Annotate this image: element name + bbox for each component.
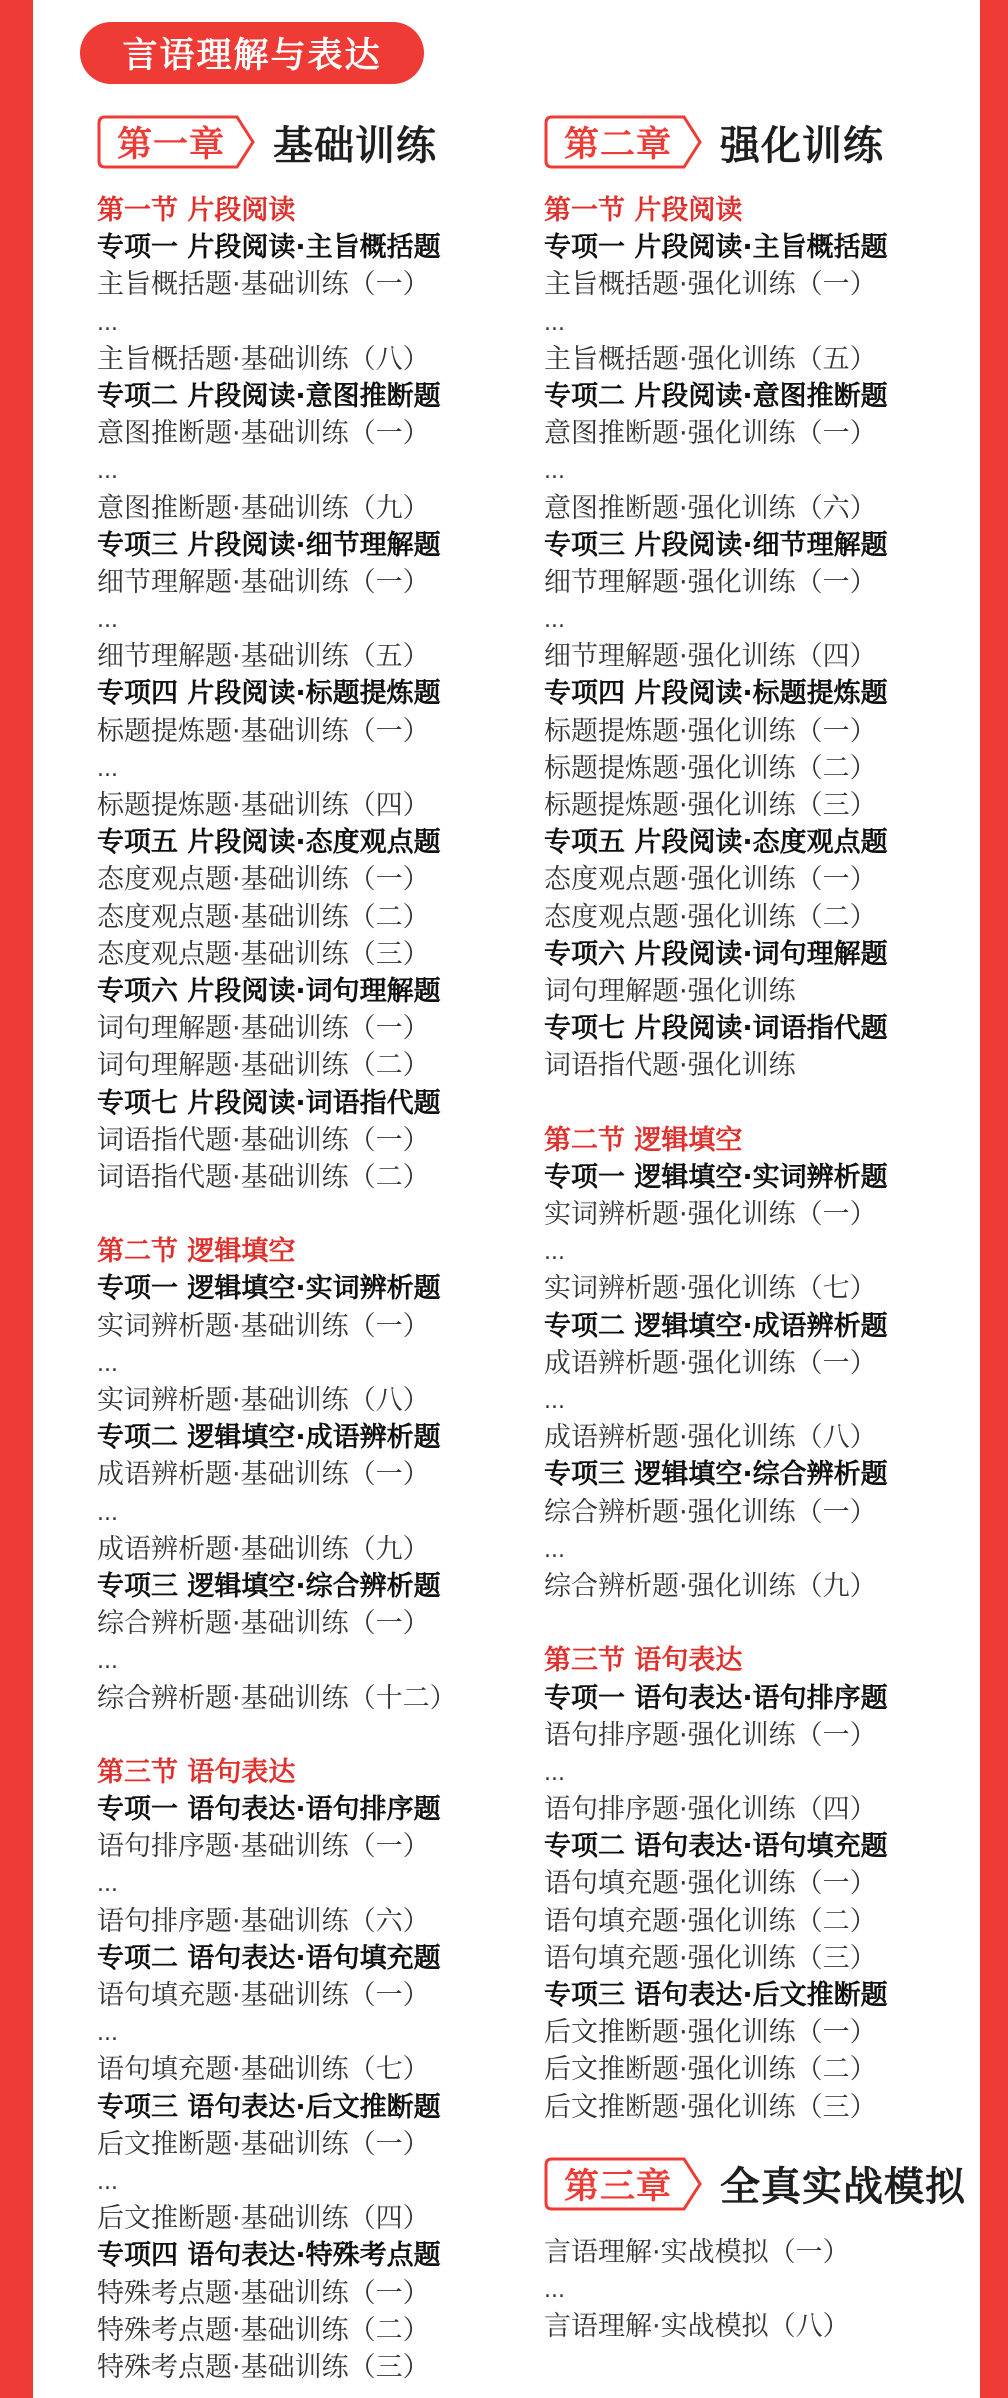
ch2-exercise-entry: 主旨概括题·强化训练（一） xyxy=(544,269,877,301)
ch1-exercise-entry: 标题提炼题·基础训练（一） xyxy=(97,715,430,747)
chapter-2-badge-label: 第二章 xyxy=(564,125,673,165)
section-title: 言语理解与表达 xyxy=(122,36,382,76)
ch1-exercise-entry: 态度观点题·基础训练（一） xyxy=(97,864,430,896)
ch2-exercise-entry: 后文推断题·强化训练（三） xyxy=(544,2091,877,2123)
ch1-exercise-entry: 词句理解题·基础训练（一） xyxy=(97,1013,430,1045)
ch1-exercise-entry: 语句填充题·基础训练（一） xyxy=(97,1980,430,2011)
ch2-spacer xyxy=(544,1085,984,1122)
ch2-topic-heading: 专项二 逻辑填空·成语辨析题 xyxy=(544,1310,888,1342)
ch1-ellipsis: ... xyxy=(97,310,118,336)
ch2-section-heading: 第二节 逻辑填空 xyxy=(544,1124,743,1156)
ch2-topic-heading: 专项二 片段阅读·意图推断题 xyxy=(544,380,888,412)
ch2-topic-heading: 专项一 片段阅读·主旨概括题 xyxy=(544,232,888,264)
ch1-exercise-entry: 后文推断题·基础训练（四） xyxy=(97,2203,430,2235)
ch1-topic-heading: 专项四 语句表达·特殊考点题 xyxy=(97,2240,441,2272)
ch2-section-heading: 第三节 语句表达 xyxy=(544,1645,743,1677)
chapter-1-badge xyxy=(97,115,257,169)
ch1-exercise-entry: 细节理解题·基础训练（一） xyxy=(97,566,430,598)
ch1-exercise-entry: 特殊考点题·基础训练（三） xyxy=(97,2351,430,2383)
ch2-section-heading: 第一节 片段阅读 xyxy=(544,195,743,226)
ch2-ellipsis: ... xyxy=(544,1760,565,1786)
ch1-exercise-entry: 标题提炼题·基础训练（四） xyxy=(97,790,430,821)
ch1-section-heading: 第一节 片段阅读 xyxy=(97,195,296,226)
chapter-3-title: 全真实战模拟 xyxy=(720,2164,966,2211)
ch2-exercise-entry: 标题提炼题·强化训练（三） xyxy=(544,790,877,821)
ch1-exercise-entry: 态度观点题·基础训练（二） xyxy=(97,901,430,933)
ch2-exercise-entry: 语句排序题·强化训练（一） xyxy=(544,1719,877,1751)
ch2-exercise-entry: 成语辨析题·强化训练（八） xyxy=(544,1422,877,1454)
ch1-topic-heading: 专项二 逻辑填空·成语辨析题 xyxy=(97,1422,441,1454)
ch2-topic-heading: 专项四 片段阅读·标题提炼题 xyxy=(544,678,888,710)
ch1-exercise-entry: 主旨概括题·基础训练（一） xyxy=(97,269,430,301)
ch1-topic-heading: 专项三 逻辑填空·综合辨析题 xyxy=(97,1570,441,1602)
ch2-ellipsis: ... xyxy=(544,310,565,336)
ch2-ellipsis: ... xyxy=(544,1240,565,1266)
ch1-topic-heading: 专项七 片段阅读·词语指代题 xyxy=(97,1087,441,1119)
ch2-exercise-entry: 态度观点题·强化训练（一） xyxy=(544,864,877,896)
ch2-ellipsis: ... xyxy=(544,1389,565,1414)
ch2-exercise-entry: 语句填充题·强化训练（三） xyxy=(544,1942,877,1974)
ch2-topic-heading: 专项一 逻辑填空·实词辨析题 xyxy=(544,1161,888,1193)
ch2-exercise-entry: 语句填充题·强化训练（二） xyxy=(544,1905,877,1937)
ch2-topic-heading: 专项七 片段阅读·词语指代题 xyxy=(544,1013,888,1045)
ch1-exercise-entry: 综合辨析题·基础训练（十二） xyxy=(97,1682,457,1714)
ch2-exercise-entry: 语句填充题·强化训练（一） xyxy=(544,1868,877,1900)
chapter-1-heading xyxy=(97,110,527,174)
ch3-ellipsis: ... xyxy=(544,2277,565,2303)
ch1-exercise-entry: 意图推断题·基础训练（九） xyxy=(97,492,430,524)
ch2-exercise-entry: 词语指代题·强化训练 xyxy=(544,1050,796,1082)
ch1-ellipsis: ... xyxy=(97,1500,118,1526)
ch1-ellipsis: ... xyxy=(97,608,118,634)
ch1-exercise-entry: 成语辨析题·基础训练（一） xyxy=(97,1459,430,1491)
ch1-exercise-entry: 特殊考点题·基础训练（一） xyxy=(97,2277,430,2309)
ch1-exercise-entry: 主旨概括题·基础训练（八） xyxy=(97,343,430,375)
ch1-exercise-entry: 实词辨析题·基础训练（一） xyxy=(97,1310,430,1342)
chapter-1-title: 基础训练 xyxy=(273,122,437,169)
ch2-ellipsis: ... xyxy=(544,1537,565,1563)
ch1-ellipsis: ... xyxy=(97,1351,118,1377)
ch2-exercise-entry: 标题提炼题·强化训练（一） xyxy=(544,715,877,747)
ch2-exercise-entry: 主旨概括题·强化训练（五） xyxy=(544,343,877,375)
ch1-ellipsis: ... xyxy=(97,1649,118,1675)
ch2-exercise-entry: 成语辨析题·强化训练（一） xyxy=(544,1347,877,1379)
ch2-topic-heading: 专项三 片段阅读·细节理解题 xyxy=(544,529,888,561)
ch2-exercise-entry: 综合辨析题·强化训练（一） xyxy=(544,1496,877,1528)
ch2-exercise-entry: 后文推断题·强化训练（二） xyxy=(544,2054,877,2086)
chapter-3-badge xyxy=(544,2157,704,2211)
chapter-2-badge xyxy=(544,115,704,169)
ch2-exercise-entry: 实词辨析题·强化训练（七） xyxy=(544,1273,877,1305)
ch1-exercise-entry: 实词辨析题·基础训练（八） xyxy=(97,1385,430,1416)
section-title-pill xyxy=(80,22,424,84)
ch1-exercise-entry: 成语辨析题·基础训练（九） xyxy=(97,1533,430,1565)
chapter-2-column xyxy=(544,110,984,2345)
ch1-topic-heading: 专项六 片段阅读·词句理解题 xyxy=(97,975,441,1007)
ch2-topic-heading: 专项三 逻辑填空·综合辨析题 xyxy=(544,1459,888,1491)
chapter-1-list xyxy=(97,192,527,2386)
ch2-exercise-entry: 实词辨析题·强化训练（一） xyxy=(544,1199,877,1231)
ch2-exercise-entry: 词句理解题·强化训练 xyxy=(544,975,796,1007)
ch2-exercise-entry: 语句排序题·强化训练（四） xyxy=(544,1794,877,1826)
ch2-topic-heading: 专项一 语句表达·语句排序题 xyxy=(544,1682,888,1714)
ch1-section-heading: 第三节 语句表达 xyxy=(97,1756,296,1788)
ch1-exercise-entry: 后文推断题·基础训练（一） xyxy=(97,2128,430,2160)
ch1-exercise-entry: 综合辨析题·基础训练（一） xyxy=(97,1608,430,1640)
ch1-topic-heading: 专项一 片段阅读·主旨概括题 xyxy=(97,232,441,264)
ch1-exercise-entry: 词句理解题·基础训练（二） xyxy=(97,1050,430,1082)
ch1-ellipsis: ... xyxy=(97,2021,118,2047)
ch1-ellipsis: ... xyxy=(97,2169,118,2195)
ch2-exercise-entry: 细节理解题·强化训练（四） xyxy=(544,641,877,673)
ch1-exercise-entry: 意图推断题·基础训练（一） xyxy=(97,418,430,450)
ch1-topic-heading: 专项一 逻辑填空·实词辨析题 xyxy=(97,1273,441,1305)
ch2-ellipsis: ... xyxy=(544,608,565,634)
ch1-exercise-entry: 词语指代题·基础训练（一） xyxy=(97,1124,430,1156)
ch2-topic-heading: 专项五 片段阅读·态度观点题 xyxy=(544,827,888,859)
chapter-3-badge-label: 第三章 xyxy=(564,2166,673,2207)
ch2-exercise-entry: 综合辨析题·强化训练（九） xyxy=(544,1570,877,1602)
ch1-topic-heading: 专项四 片段阅读·标题提炼题 xyxy=(97,678,441,710)
ch3-exercise-entry: 言语理解·实战模拟（一） xyxy=(544,2236,850,2268)
ch2-exercise-entry: 意图推断题·强化训练（六） xyxy=(544,492,877,524)
ch1-section-heading: 第二节 逻辑填空 xyxy=(97,1236,296,1268)
ch1-exercise-entry: 词语指代题·基础训练（二） xyxy=(97,1161,430,1193)
ch1-topic-heading: 专项三 片段阅读·细节理解题 xyxy=(97,529,441,561)
chapter-3-list xyxy=(544,2234,984,2346)
ch2-topic-heading: 专项三 语句表达·后文推断题 xyxy=(544,1980,888,2011)
chapter-2-title: 强化训练 xyxy=(720,122,884,169)
ch1-exercise-entry: 特殊考点题·基础训练（二） xyxy=(97,2314,430,2346)
ch1-exercise-entry: 态度观点题·基础训练（三） xyxy=(97,938,430,970)
left-red-border xyxy=(0,0,33,2398)
chapter-3-heading xyxy=(544,2152,984,2216)
chapter-2-heading xyxy=(544,110,984,174)
right-red-border xyxy=(980,0,1008,2398)
ch1-spacer xyxy=(97,1717,527,1754)
ch1-topic-heading: 专项五 片段阅读·态度观点题 xyxy=(97,827,441,859)
ch3-exercise-entry: 言语理解·实战模拟（八） xyxy=(544,2311,850,2343)
ch1-ellipsis: ... xyxy=(97,459,118,485)
ch1-topic-heading: 专项一 语句表达·语句排序题 xyxy=(97,1794,441,1826)
ch2-exercise-entry: 后文推断题·强化训练（一） xyxy=(544,2017,877,2049)
ch1-spacer xyxy=(97,1196,527,1233)
ch1-ellipsis: ... xyxy=(97,1872,118,1898)
chapter-1-column xyxy=(97,110,527,2386)
ch1-exercise-entry: 语句填充题·基础训练（七） xyxy=(97,2054,430,2086)
chapter-2-list xyxy=(544,192,984,2126)
ch1-ellipsis: ... xyxy=(97,756,118,782)
ch1-exercise-entry: 语句排序题·基础训练（一） xyxy=(97,1831,430,1863)
ch1-topic-heading: 专项二 语句表达·语句填充题 xyxy=(97,1942,441,1974)
ch2-exercise-entry: 标题提炼题·强化训练（二） xyxy=(544,752,877,784)
ch2-topic-heading: 专项六 片段阅读·词句理解题 xyxy=(544,938,888,970)
ch2-exercise-entry: 态度观点题·强化训练（二） xyxy=(544,901,877,933)
ch1-exercise-entry: 细节理解题·基础训练（五） xyxy=(97,641,430,673)
ch2-exercise-entry: 细节理解题·强化训练（一） xyxy=(544,566,877,598)
ch1-topic-heading: 专项三 语句表达·后文推断题 xyxy=(97,2091,441,2123)
ch1-exercise-entry: 语句排序题·基础训练（六） xyxy=(97,1905,430,1937)
ch1-topic-heading: 专项二 片段阅读·意图推断题 xyxy=(97,380,441,412)
ch2-spacer xyxy=(544,1605,984,1642)
ch2-ellipsis: ... xyxy=(544,459,565,485)
ch2-topic-heading: 专项二 语句表达·语句填充题 xyxy=(544,1831,888,1863)
chapter-1-badge-label: 第一章 xyxy=(117,125,226,165)
ch2-exercise-entry: 意图推断题·强化训练（一） xyxy=(544,418,877,450)
